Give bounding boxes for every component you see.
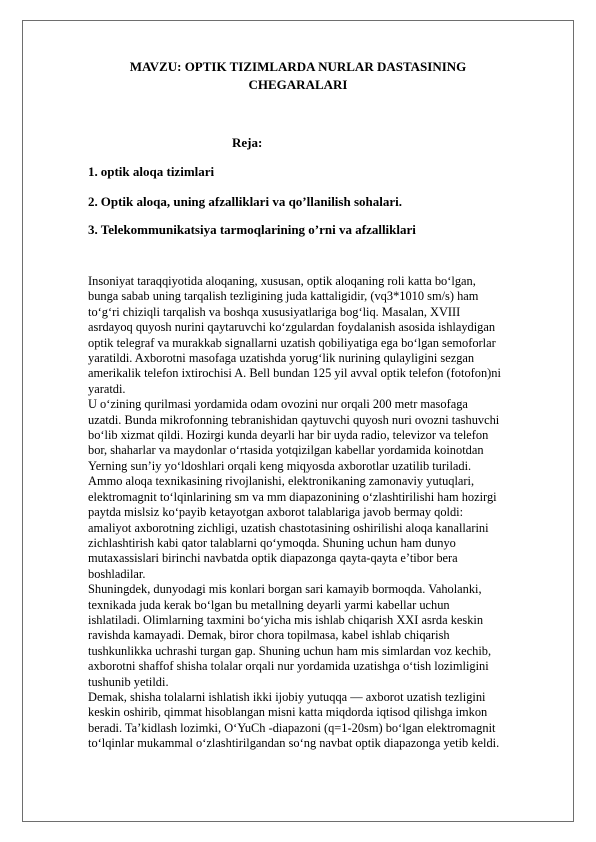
text-line: ishlatiladi. Olimlarning taxmini bo‘yicha mis ishlab chiqarish XXI asrda keskin <box>88 612 484 627</box>
text-line: amerikalik telefon ixtirochisi A. Bell bundan 125 yil avval optik telefon (fotofon)ni <box>88 366 501 381</box>
text-line: texnikada juda kerak bo‘lgan bu metallning deyarli yarmi kabellar uchun <box>88 597 450 612</box>
text-line: elektromagnit to‘lqinlarining sm va mm diapazonining o‘zlashtirilishi ham hozirgi <box>88 489 497 504</box>
plan-item-number: 3. <box>88 222 98 237</box>
text-line: yaratdi. <box>88 381 126 396</box>
text-line: Yerning sun’iy yo‘ldoshlari orqali keng miqyosda axborotlar uzatilib turiladi. <box>88 458 472 473</box>
text-line: Insoniyat taraqqiyotida aloqaning, xususan, optik aloqaning roli katta bo‘lgan, <box>88 274 476 288</box>
plan-item-3 <box>88 222 416 238</box>
text-line: bo‘lib xizmat qildi. Hozirgi kunda deyarli har bir uyda radio, televizor va telefon <box>88 428 489 443</box>
text-line: ravishda kamayadi. Demak, biror chora topilmasa, kabel ishlab chiqarish <box>88 628 450 643</box>
text-line: paytda mislsiz ko‘payib ketayotgan axborot talablariga javob bermay qoldi: <box>88 505 464 520</box>
plan-item-number: 2. <box>88 194 98 209</box>
text-line: beradi. Ta’kidlash lozimki, O‘YuCh -diapazoni (q=1-20sm) bo‘lgan elektromagnit <box>88 720 496 735</box>
text-line: bor, shaharlar va maydonlar o‘rtasida yotqizilgan kabellar yordamida koinotdan <box>88 443 484 458</box>
text-line: Demak, shisha tolalarni ishlatish ikki ijobiy yutuqqa — axborot uzatish tezligini <box>88 689 486 704</box>
text-line: Shuningdek, dunyodagi mis konlari borgan sari kamayib bormoqda. Vaholanki, <box>88 582 482 597</box>
body-text <box>88 274 570 752</box>
plan-item-number: 1. <box>88 164 98 179</box>
text-line: to‘g‘ri chiziqli tarqalish va boshqa xususiyatlariga bog‘liq. Masalan, XVIII <box>88 304 461 319</box>
plan-item-text: optik aloqa tizimlari <box>100 164 215 179</box>
plan-heading: Reja: <box>232 135 263 150</box>
plan-item-text: Telekommunikatsiya tarmoqlarining o’rni va afzalliklari <box>100 222 416 237</box>
document-title-line-2: CHEGARALARI <box>248 77 348 92</box>
plan-item-1 <box>88 164 214 180</box>
text-line: tushkunlikka uchrashi turgan gap. Shuning uchun ham mis simlardan voz kechib, <box>88 643 492 658</box>
plan-item-text: Optik aloqa, uning afzalliklari va qo’llanilish sohalari. <box>100 194 402 209</box>
document-title-line-1: MAVZU: OPTIK TIZIMLARDA NURLAR DASTASINING <box>129 59 467 74</box>
text-line: amaliyot axborotning zichligi, uzatish chastotasining oshirilishi aloqa kanallarini <box>88 520 489 535</box>
text-line: mutaxassislari birinchi navbatda optik diapazonga qayta-qayta e’tibor bera <box>88 551 458 566</box>
text-line: axborotni shaffof shisha tolalar orqali nur yordamida uzatishga o‘tish lozimligini <box>88 659 489 674</box>
text-line: Ammo aloqa texnikasining rivojlanishi, elektronikaning zamonaviy yutuqlari, <box>88 474 475 489</box>
text-line: to‘lqinlar mukammal o‘zlashtirilgandan so‘ng navbat optik diapazonga yetib keldi. <box>88 736 500 751</box>
text-line: boshladilar. <box>88 566 146 581</box>
text-line: yaratildi. Axborotni masofaga uzatishda yorug‘lik nurining qulayligini sezgan <box>88 351 475 366</box>
plan-item-2 <box>88 194 402 210</box>
text-line: asrdayoq quyosh nurini qaytaruvchi ko‘zgulardan foydalanish asosida ishlaydigan <box>88 320 496 335</box>
text-line: U o‘zining qurilmasi yordamida odam ovozini nur orqali 200 metr masofaga <box>88 397 468 412</box>
text-line: zichlashtirish kabi qator talablarni qo‘ymoqda. Shuning uchun ham dunyo <box>88 535 456 550</box>
text-line: optik telegraf va murakkab signallarni uzatish qobiliyatiga ega bo‘lgan semoforlar <box>88 335 496 350</box>
text-line: keskin oshirib, qimmat hisoblangan misni katta miqdorda iqtisod qilishga imkon <box>88 705 488 720</box>
text-line: tushunib yetildi. <box>88 674 169 689</box>
text-line: bunga sabab uning tarqalish tezligining juda kattaligidir, (vq3*1010 sm/s) ham <box>88 289 479 304</box>
text-line: uzatdi. Bunda mikrofonning tebranishidan qaytuvchi quyosh nuri ovozni tashuvchi <box>88 412 500 427</box>
